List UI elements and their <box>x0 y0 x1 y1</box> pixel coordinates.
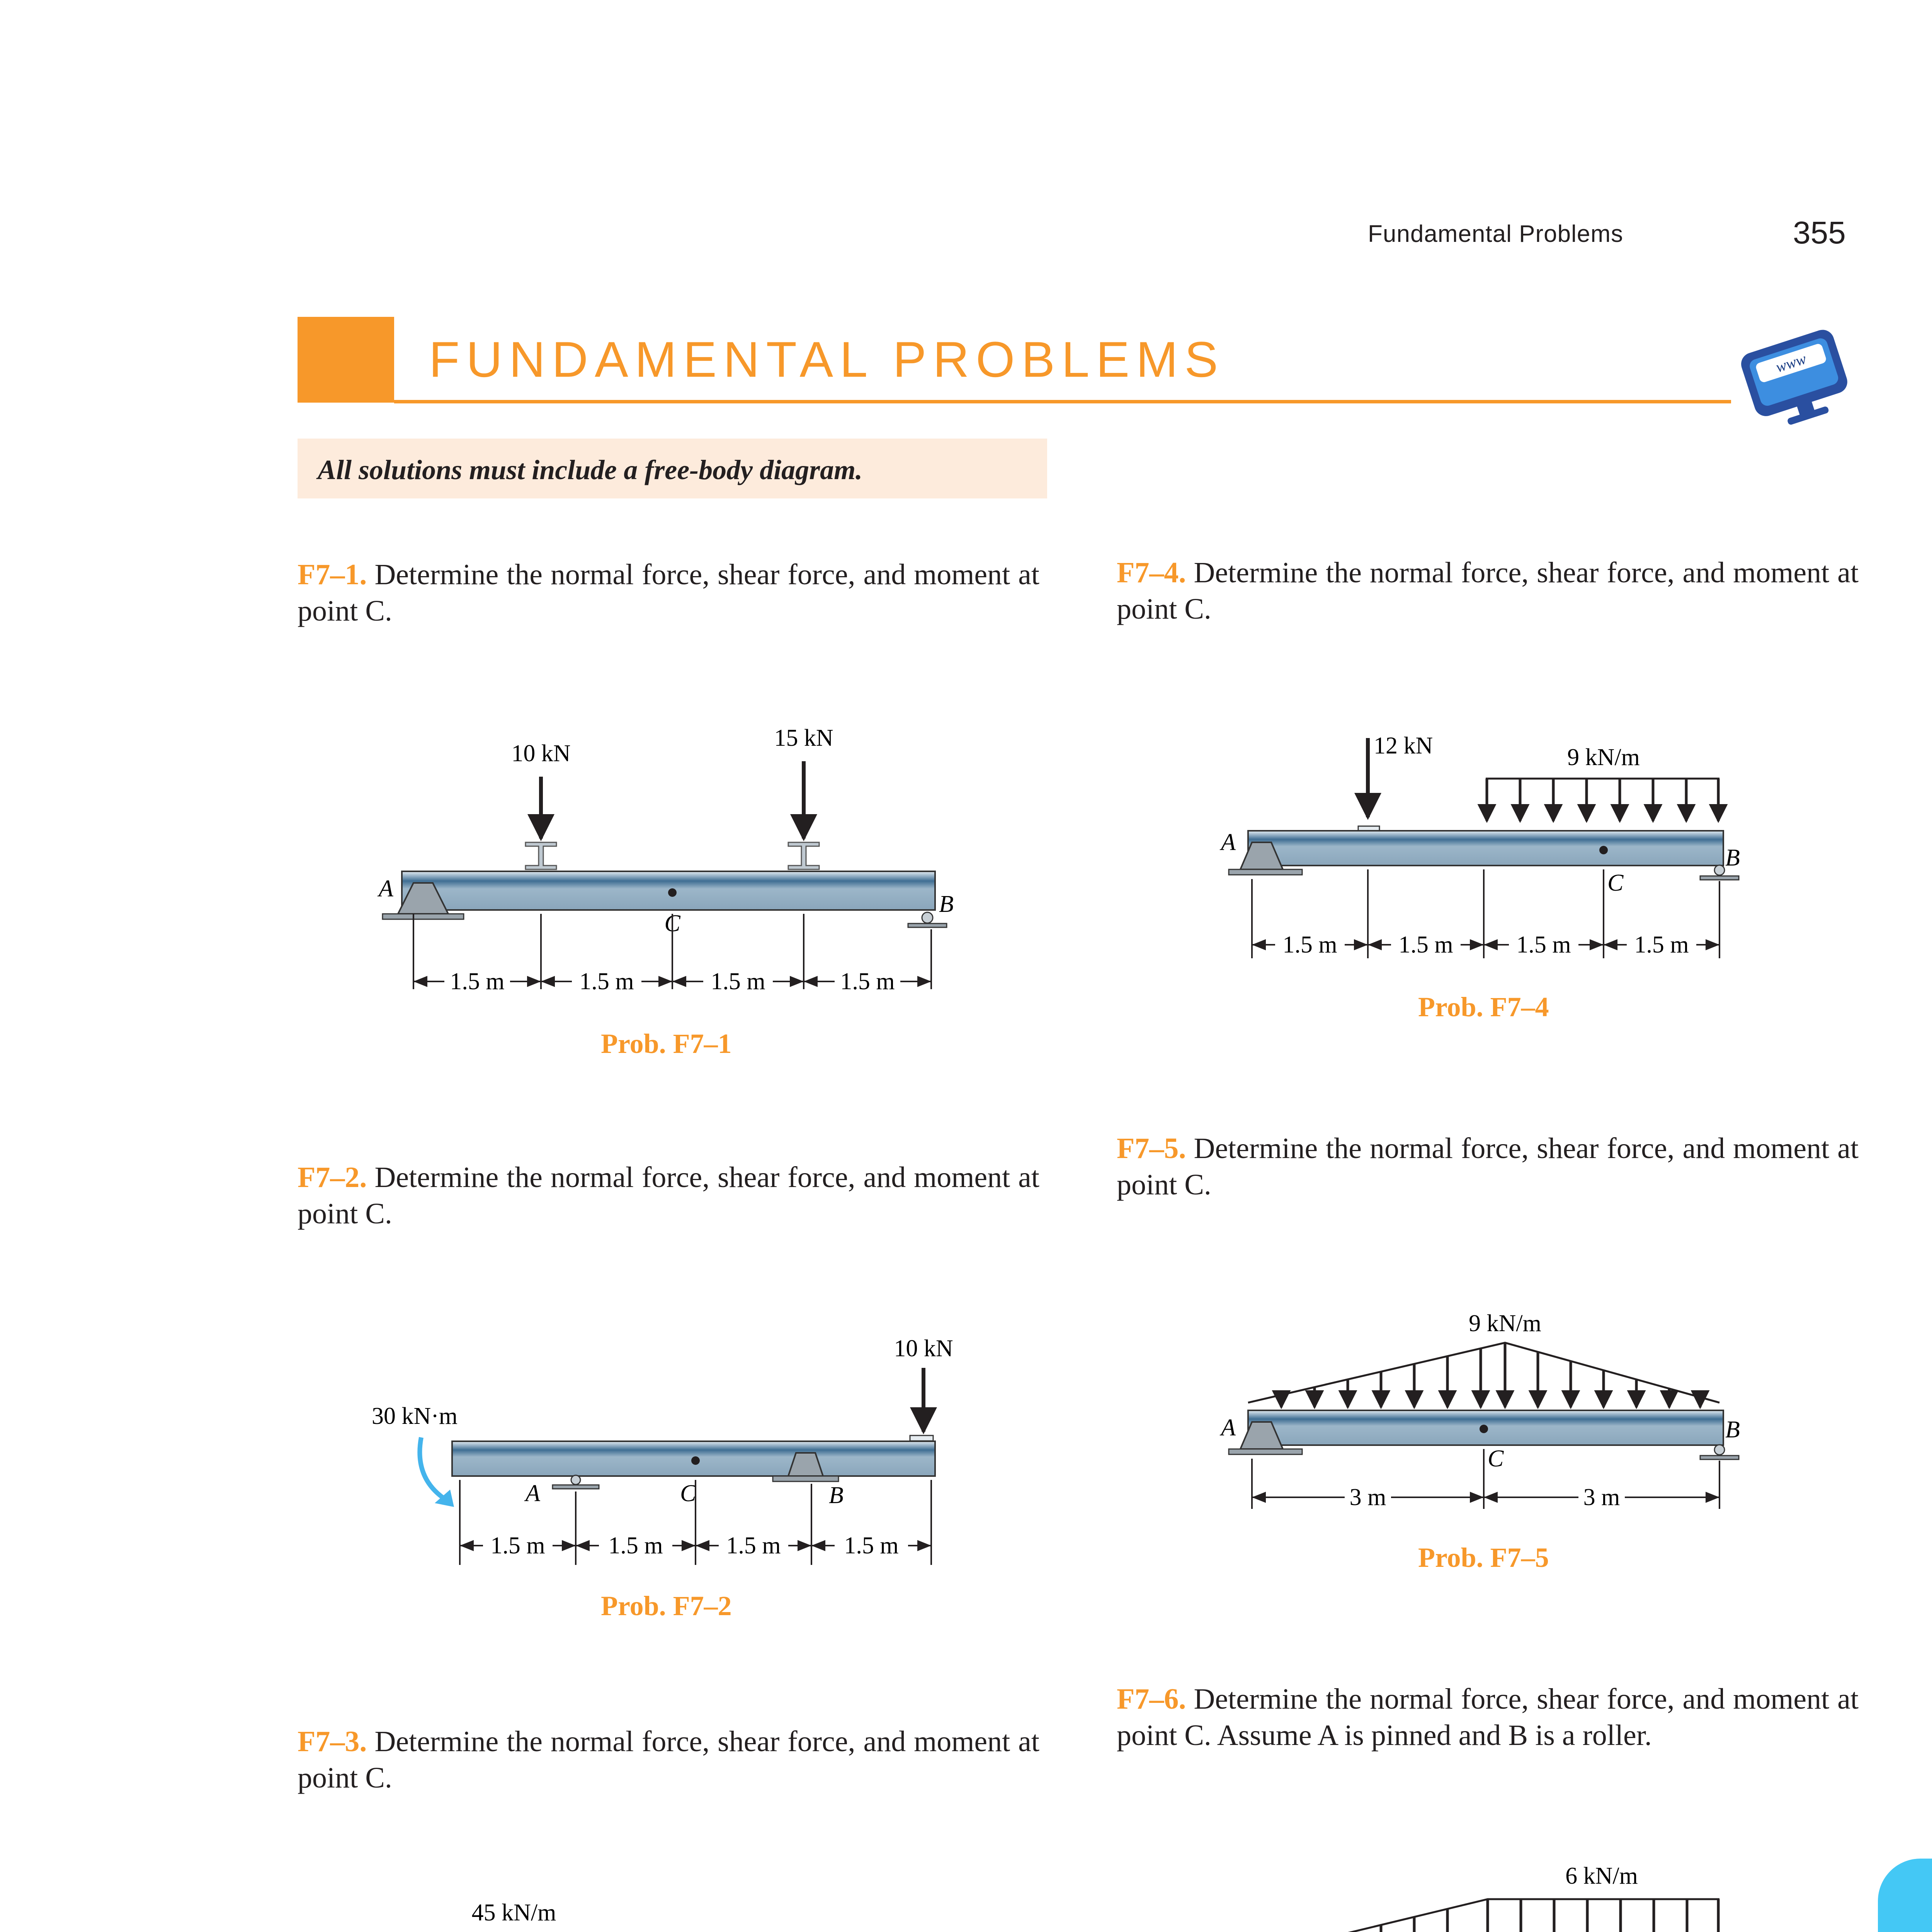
dimension-label: 1.5 m <box>1398 932 1453 958</box>
point-label: C <box>680 1480 696 1507</box>
problem-f7-5 <box>1117 1130 1859 1203</box>
figure-f7-4 <box>1217 726 1797 974</box>
caption-f7-5: Prob. F7–5 <box>1418 1542 1549 1573</box>
caption-f7-4: Prob. F7–4 <box>1418 992 1549 1022</box>
distributed-load-label: 9 kN/m <box>1469 1310 1541 1337</box>
figure-f7-5 <box>1217 1306 1797 1522</box>
www-text: www <box>1773 350 1808 376</box>
caption-f7-1: Prob. F7–1 <box>601 1028 732 1059</box>
moment-label: 30 kN·m <box>372 1403 458 1429</box>
point-label: C <box>1488 1446 1504 1472</box>
dimension-label: 1.5 m <box>608 1532 663 1559</box>
point-label: B <box>829 1482 844 1509</box>
figure-f7-1 <box>355 726 989 1012</box>
caption-f7-2: Prob. F7–2 <box>601 1590 732 1621</box>
section-marker <box>298 317 394 403</box>
dimension-label: 1.5 m <box>450 968 505 995</box>
point-c-marker <box>691 1456 700 1465</box>
point-label: C <box>664 910 680 937</box>
problem-text: Determine the normal force, shear force, and moment at point C. <box>298 558 1039 627</box>
problem-number: F7–4. <box>1117 556 1186 589</box>
problem-f7-2 <box>298 1159 1039 1232</box>
dimension-label: 3 m <box>1349 1484 1386 1510</box>
distributed-load-label: 6 kN/m <box>1565 1863 1638 1889</box>
roller-support <box>922 912 933 923</box>
point-label: B <box>1725 845 1740 871</box>
load-label: 10 kN <box>511 740 571 767</box>
problem-number: F7–5. <box>1117 1132 1186 1165</box>
problem-f7-6 <box>1117 1681 1859 1753</box>
dimension-label: 1.5 m <box>840 968 895 995</box>
i-beam-post <box>526 842 556 869</box>
dimension-label: 1.5 m <box>726 1532 781 1559</box>
distributed-load-arrows <box>1487 779 1718 821</box>
dimension-label: 1.5 m <box>711 968 765 995</box>
problem-number: F7–1. <box>298 558 367 591</box>
distributed-load-label: 45 kN/m <box>471 1900 556 1926</box>
section-title: FUNDAMENTAL PROBLEMS <box>429 331 1225 388</box>
dimension-label: 1.5 m <box>490 1532 545 1559</box>
figure-f7-3 <box>410 1893 935 1932</box>
problem-text: Determine the normal force, shear force, and moment at point C. <box>298 1161 1039 1230</box>
problem-text: Determine the normal force, shear force, and moment at point C. <box>1117 1132 1859 1201</box>
load-label: 12 kN <box>1374 733 1433 759</box>
problem-f7-3 <box>298 1723 1039 1796</box>
distributed-load-arrows <box>1281 1899 1718 1932</box>
running-head: Fundamental Problems <box>1368 221 1623 247</box>
problem-f7-4 <box>1117 554 1859 627</box>
www-monitor-icon[interactable] <box>1731 317 1859 433</box>
beam <box>1248 831 1723 866</box>
point-label: A <box>1221 1415 1236 1441</box>
problem-text: Determine the normal force, shear force, and moment at point C. Assume A is pinned and B is a roller. <box>1117 1683 1859 1752</box>
dimension-label: 1.5 m <box>844 1532 899 1559</box>
dimension-label: 1.5 m <box>1634 932 1689 958</box>
point-label: B <box>939 891 954 917</box>
problem-number: F7–3. <box>298 1725 367 1758</box>
moment-arrow <box>420 1437 448 1501</box>
problem-f7-1 <box>298 556 1039 629</box>
section-rule <box>394 400 1731 403</box>
load-label: 15 kN <box>774 726 833 751</box>
note-text: All solutions must include a free-body diagram. <box>318 454 863 485</box>
beam <box>402 871 935 910</box>
page-number: 355 <box>1793 215 1846 250</box>
problem-number: F7–6. <box>1117 1683 1186 1715</box>
point-c-marker <box>1480 1425 1488 1433</box>
point-label: C <box>1607 870 1624 896</box>
problem-text: Determine the normal force, shear force, and moment at point C. <box>298 1725 1039 1794</box>
triangular-load-outline <box>1248 1343 1719 1403</box>
chapter-tab[interactable] <box>1878 1859 1932 1932</box>
dimension-label: 3 m <box>1583 1484 1620 1510</box>
distributed-load-label: 9 kN/m <box>1567 744 1640 770</box>
figure-f7-6 <box>1217 1855 1797 1932</box>
problem-text: Determine the normal force, shear force, and moment at point C. <box>1117 556 1859 625</box>
roller-support <box>571 1475 580 1485</box>
figure-f7-2 <box>371 1325 974 1573</box>
dimension-label: 1.5 m <box>579 968 634 995</box>
problem-number: F7–2. <box>298 1161 367 1194</box>
distributed-load-arrows <box>1281 1344 1700 1407</box>
point-c-marker <box>668 888 677 897</box>
i-beam-post <box>788 842 819 869</box>
roller-support <box>1714 1445 1725 1455</box>
dimension-label: 1.5 m <box>1282 932 1337 958</box>
point-label: B <box>1725 1417 1740 1443</box>
point-label: A <box>1221 829 1236 855</box>
point-c-marker <box>1599 846 1608 854</box>
roller-support <box>1714 865 1725 875</box>
point-label: A <box>526 1480 540 1507</box>
dimension-label: 1.5 m <box>1516 932 1571 958</box>
trapezoidal-load-outline <box>1248 1899 1719 1932</box>
point-label: A <box>379 876 393 902</box>
load-label: 10 kN <box>894 1335 953 1362</box>
